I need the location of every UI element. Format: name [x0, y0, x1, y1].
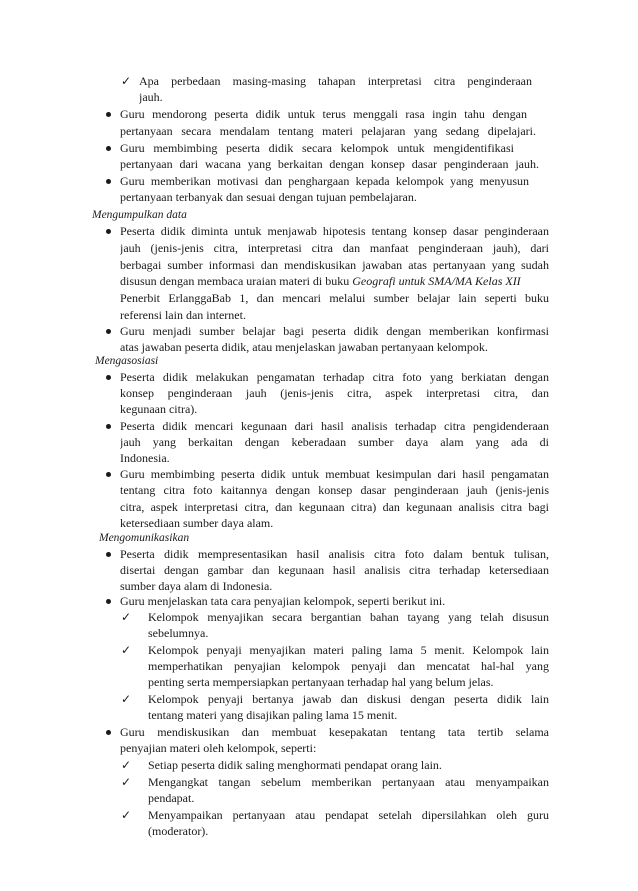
text-line: Apa perbedaan masing-masing tahapan interpretasi citra penginderaan [139, 74, 532, 88]
check-icon: ✓ [121, 692, 132, 706]
bullet-icon [106, 424, 111, 429]
text-line: (moderator). [148, 824, 209, 838]
text-line: jauh. [139, 90, 163, 104]
text-line [120, 274, 521, 289]
text-line: ketersediaan sumber daya alam. [120, 516, 274, 530]
text-line: Guru membimbing peserta didik secara kelompok untuk mengidentifikasi [120, 141, 514, 155]
text-line: citra, aspek interpretasi citra, dan kegunaan citra) dan kegunaan analisis citra bagi [120, 500, 549, 514]
text-line: Guru membimbing peserta didik untuk membuat kesimpulan dari hasil pengamatan [120, 467, 549, 481]
text-line: Guru menjadi sumber belajar bagi peserta didik dengan memberikan konfirmasi [120, 324, 549, 338]
text-line: jauh yang berkaitan dengan keberadaan sumber daya alam yang ada di [120, 435, 549, 449]
text-line: Indonesia. [120, 451, 170, 465]
check-icon: ✓ [121, 775, 132, 789]
text-line: penyajian materi oleh kelompok, seperti: [120, 741, 317, 755]
text-line: konsep penginderaan jauh (jenis-jenis citra, aspek interpretasi citra, dan [120, 386, 549, 400]
bullet-icon [106, 112, 111, 117]
check-icon: ✓ [121, 610, 132, 624]
check-icon: ✓ [121, 74, 132, 88]
text-line: tentang materi yang disajikan paling lama 15 menit. [148, 708, 398, 722]
text-line: atas jawaban peserta didik, atau menjelaskan jawaban pertanyaan kelompok. [120, 340, 488, 354]
text-line: sumber daya alam di Indonesia. [120, 579, 273, 593]
bullet-icon [106, 552, 111, 557]
text-line: Peserta didik diminta untuk menjawab hipotesis tentang konsep dasar penginderaan [120, 224, 549, 238]
check-icon: ✓ [121, 643, 132, 657]
text-line: referensi lain dan internet. [120, 308, 246, 322]
text-line: tentang citra foto kaitannya dengan konsep dasar penginderaan jauh (jenis-jenis [120, 483, 549, 497]
text-line: Mengangkat tangan sebelum memberikan pertanyaan atau menyampaikan [148, 775, 549, 789]
text-line: kegunaan citra). [120, 402, 198, 416]
bullet-icon [106, 329, 111, 334]
text-line: disertai dengan gambar dan kegunaan hasil analisis citra terhadap ketersediaan [120, 563, 549, 577]
text-line: Kelompok penyaji bertanya jawab dan diskusi dengan peserta didik lain [148, 692, 549, 706]
section-heading-mengomunikasikan: Mengomunikasikan [99, 532, 190, 544]
text-line: Guru mendorong peserta didik untuk terus menggali rasa ingin tahu dengan [120, 107, 527, 121]
text-line: berbagai sumber informasi dan mendiskusikan jawaban atas pertanyaan yang sudah [120, 258, 549, 272]
text-line: Guru menjelaskan tata cara penyajian kelompok, seperti berikut ini. [120, 594, 446, 608]
bullet-icon [106, 599, 111, 604]
text-line: pendapat. [148, 791, 195, 805]
check-icon: ✓ [121, 808, 132, 822]
text-line: pertanyaan terbanyak dan sesuai dengan tujuan pembelajaran. [120, 190, 417, 204]
text-line: Peserta didik mempresentasikan hasil analisis citra foto dalam bentuk tulisan, [120, 547, 549, 561]
bullet-icon [106, 179, 111, 184]
bullet-icon [106, 472, 111, 477]
text-line: Peserta didik mencari kegunaan dari hasil analisis terhadap citra pengidenderaan [120, 419, 549, 433]
bullet-icon [106, 375, 111, 380]
text-line: Setiap peserta didik saling menghormati pendapat orang lain. [148, 758, 442, 772]
text-line: Guru memberikan motivasi dan penghargaan kepada kelompok yang menyusun [120, 174, 529, 188]
check-icon: ✓ [121, 758, 132, 772]
text-segment: disusun dengan membaca uraian materi di buku [120, 274, 350, 288]
bullet-icon [106, 146, 111, 151]
text-line: memperhatikan penyajian kelompok penyaji dan mencatat hal-hal yang [148, 659, 549, 673]
section-heading-mengasosiasi: Mengasosiasi [95, 355, 159, 367]
text-line: Kelompok menyajikan secara bergantian bahan tayang yang telah disusun [148, 610, 549, 624]
book-title: Geografi untuk SMA/MA Kelas XII [352, 274, 521, 288]
text-line: pertanyaan dari wacana yang berkaitan dengan konsep dasar penginderaan jauh. [120, 157, 539, 171]
text-line: Penerbit ErlanggaBab 1, dan mencari melalui sumber belajar lain seperti buku [120, 291, 549, 305]
text-line: penting serta mempersiapkan pertanyaan terhadap hal yang belum jelas. [148, 675, 494, 689]
text-line: Guru mendiskusikan dan membuat kesepakatan tentang tata tertib selama [120, 725, 549, 739]
text-line: pertanyaan secara mendalam tentang materi pelajaran yang sedang dipelajari. [120, 124, 536, 138]
text-line: Kelompok penyaji menyajikan materi paling lama 5 menit. Kelompok lain [148, 643, 549, 657]
text-line: jauh (jenis-jenis citra, interpretasi citra dan manfaat penginderaan jauh), dari [120, 241, 549, 255]
bullet-icon [106, 730, 111, 735]
text-line: sebelumnya. [148, 626, 209, 640]
text-line: Peserta didik melakukan pengamatan terhadap citra foto yang berkiatan dengan [120, 370, 549, 384]
section-heading-mengumpulkan: Mengumpulkan data [92, 209, 187, 221]
bullet-icon [106, 229, 111, 234]
text-line: Menyampaikan pertanyaan atau pendapat setelah dipersilahkan oleh guru [148, 808, 549, 822]
